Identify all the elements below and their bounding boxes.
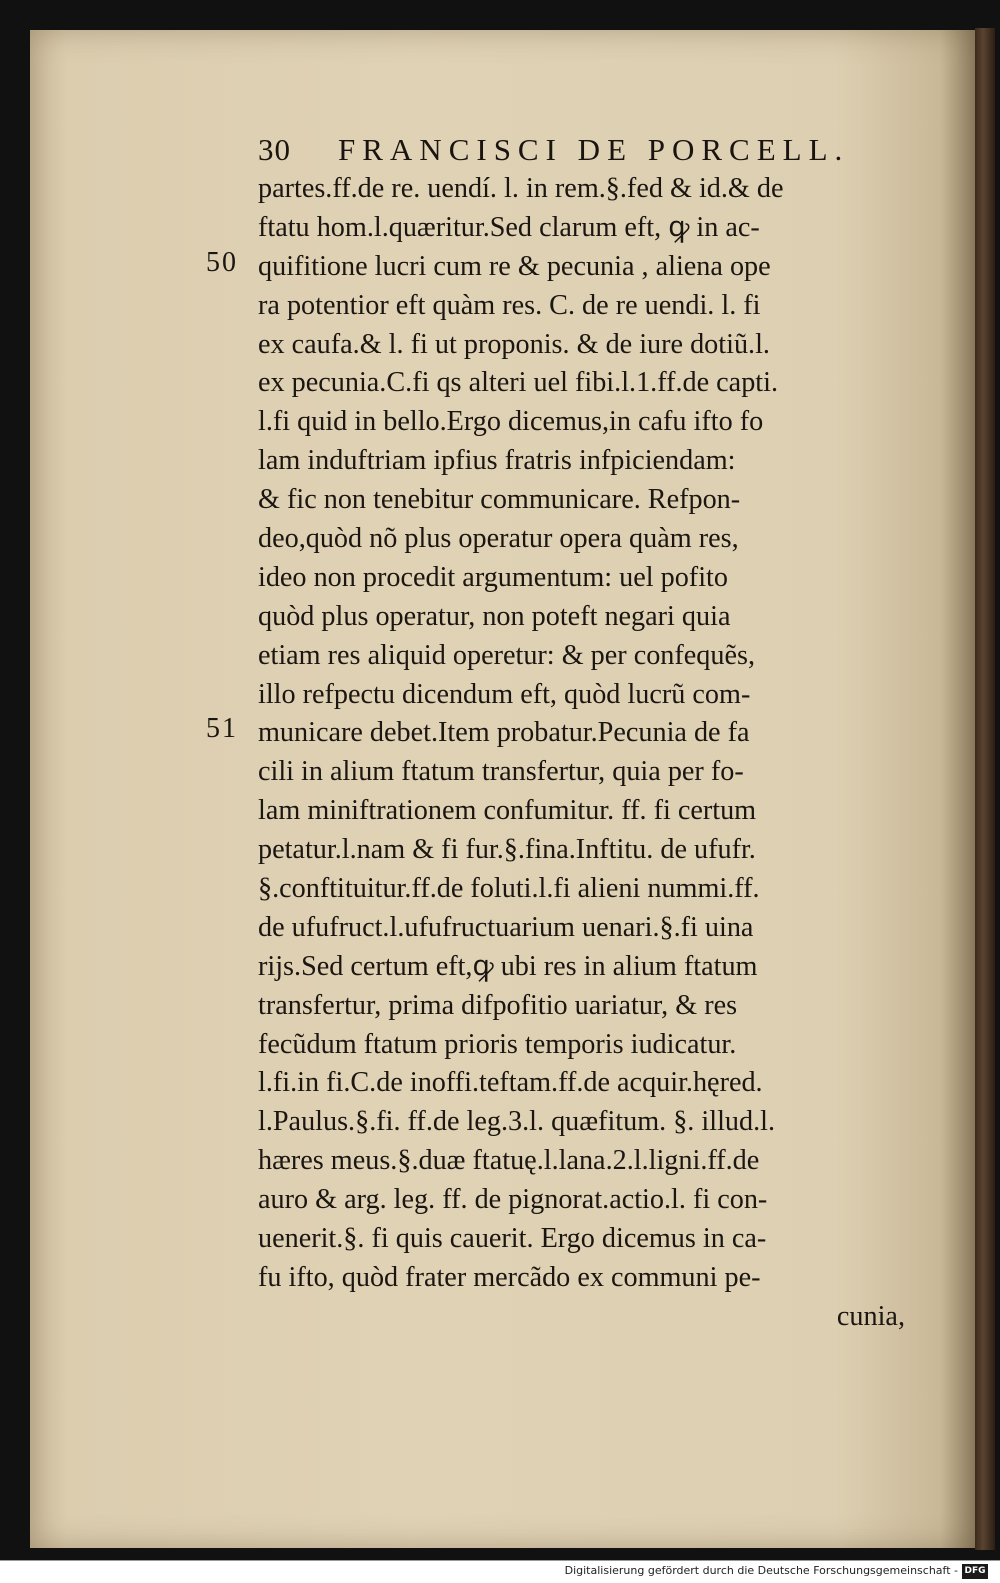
text-line: ex pecunia.C.fi qs alteri uel fibi.l.1.ff.de capti. — [258, 367, 778, 399]
page-number: 30 — [258, 132, 291, 167]
text-line: uenerit.§. fi quis cauerit. Ergo dicemus in ca- — [258, 1223, 767, 1255]
text-line: auro & arg. leg. ff. de pignorat.actio.l. fi con- — [258, 1184, 768, 1216]
text-line: illo refpectu dicendum eft, quòd lucrũ com- — [258, 678, 751, 710]
text-line: lam induftriam ipfius fratris infpiciendam: — [258, 445, 736, 477]
text-line: deo,quòd nõ plus operatur opera quàm res, — [258, 523, 739, 555]
text-line: transfertur, prima difpofitio uariatur, & res — [258, 989, 738, 1021]
text-line: quòd plus operatur, non poteft negari quia — [258, 600, 731, 632]
text-line: ideo non procedit argumentum: uel pofito — [258, 561, 728, 593]
text-line: etiam res aliquid operetur: & per confequẽs, — [258, 639, 756, 671]
text-line: cili in alium ftatum transfertur, quia per fo- — [258, 756, 744, 788]
page-edge — [975, 28, 995, 1550]
text-line: §.conftituitur.ff.de foluti.l.fi alieni nummi.ff. — [258, 873, 760, 905]
catchword: cunia, — [836, 1300, 905, 1332]
text-line: quifitione lucri cum re & pecunia , aliena ope — [258, 250, 771, 282]
dfg-logo: DFG — [962, 1564, 988, 1579]
funding-credit: Digitalisierung gefördert durch die Deutsche Forschungsgemeinschaft - — [564, 1564, 958, 1577]
text-line: fu ifto, quòd frater mercãdo ex communi pe- — [258, 1261, 761, 1293]
text-line: municare debet.Item probatur.Pecunia de fa — [258, 717, 750, 749]
running-title: FRANCISCI DE PORCELL. — [338, 132, 850, 167]
running-header — [258, 132, 878, 172]
text-line: ftatu hom.l.quæritur.Sed clarum eft, ꝙ in ac- — [258, 211, 760, 243]
text-line: fecũdum ftatum prioris temporis iudicatur. — [258, 1028, 737, 1060]
text-line: partes.ff.de re. uendí. l. in rem.§.fed & id.& de — [258, 173, 784, 204]
text-line: ra potentior eft quàm res. C. de re uendi. l. fi — [258, 289, 761, 321]
text-line: petatur.l.nam & fi fur.§.fina.Inftitu. de ufufr. — [258, 834, 756, 866]
text-line: l.fi.in fi.C.de inoffi.teftam.ff.de acquir.hęred. — [258, 1067, 763, 1099]
text-line: & fic non tenebitur communicare. Refpon- — [258, 484, 741, 516]
text-line: lam miniftrationem confumitur. ff. fi certum — [258, 795, 757, 827]
text-line: hæres meus.§.duæ ftatuę.l.lana.2.l.ligni.ff.de — [258, 1145, 760, 1177]
margin-number-51: 51 — [206, 713, 238, 744]
footer-bar — [0, 1560, 1000, 1583]
text-line: de ufufruct.l.ufufructuarium uenari.§.fi uina — [258, 911, 754, 943]
text-line: ex caufa.& l. fi ut proponis. & de iure dotiũ.l. — [258, 328, 770, 360]
body-text — [258, 170, 913, 1337]
text-line: l.fi quid in bello.Ergo dicemus,in cafu ifto fo — [258, 406, 764, 438]
text-line: rijs.Sed certum eft,ꝙ ubi res in alium ftatum — [258, 950, 758, 982]
margin-number-50: 50 — [206, 247, 238, 278]
text-line: l.Paulus.§.fi. ff.de leg.3.l. quæfitum. §. illud.l. — [258, 1106, 776, 1138]
